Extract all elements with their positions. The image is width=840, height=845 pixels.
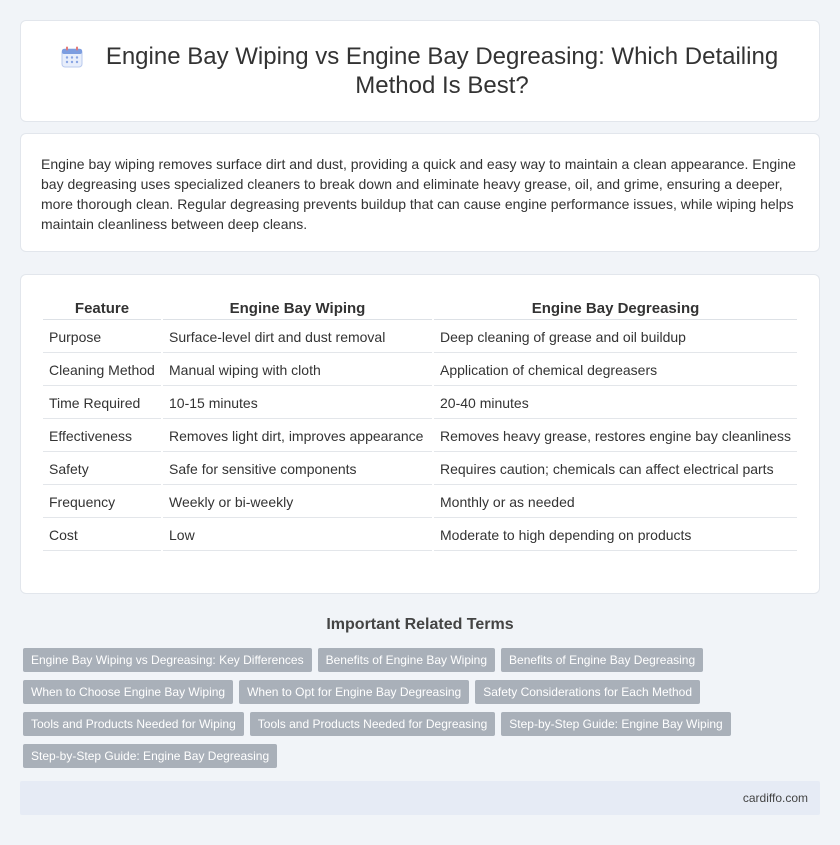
table-row (43, 355, 797, 386)
header-degreasing: Engine Bay Degreasing (434, 297, 797, 320)
related-terms-title: Important Related Terms (326, 616, 514, 633)
table-row (43, 421, 797, 452)
table-header-row (43, 297, 797, 320)
table-row (43, 520, 797, 551)
table-row (43, 487, 797, 518)
footer (20, 781, 820, 815)
title-card (20, 20, 820, 122)
row-wiping: Safe for sensitive components (163, 454, 432, 485)
row-wiping: Low (163, 520, 432, 551)
row-wiping: Removes light dirt, improves appearance (163, 421, 432, 452)
row-degreasing: Deep cleaning of grease and oil buildup (434, 322, 797, 353)
intro-card (20, 133, 820, 252)
header-feature: Feature (43, 297, 161, 320)
row-feature: Effectiveness (43, 421, 161, 452)
row-degreasing: Removes heavy grease, restores engine bay cleanliness (434, 421, 797, 452)
related-terms-list (20, 648, 820, 768)
table-row (43, 454, 797, 485)
comparison-table (41, 295, 799, 553)
row-degreasing: Application of chemical degreasers (434, 355, 797, 386)
intro-paragraph: Engine bay wiping removes surface dirt and dust, providing a quick and easy way to maintain a clean appearance. Engine bay degreasing uses specialized cleaners to break down and eliminate heavy grease, oil, and grime, ensuring a deeper, more thorough clean. Regular degreasing prevents buildup that can cause engine performance issues, while wiping helps maintain cleanliness between deep cleans. (41, 156, 796, 232)
related-term-tag[interactable]: Tools and Products Needed for Degreasing (250, 712, 495, 736)
row-feature: Time Required (43, 388, 161, 419)
row-feature: Frequency (43, 487, 161, 518)
row-wiping: 10-15 minutes (163, 388, 432, 419)
page-title: Engine Bay Wiping vs Engine Bay Degreasing: Which Detailing Method Is Best? (105, 43, 779, 99)
related-term-tag[interactable]: Benefits of Engine Bay Degreasing (501, 648, 703, 672)
related-term-tag[interactable]: Step-by-Step Guide: Engine Bay Degreasing (23, 744, 277, 768)
related-term-tag[interactable]: Step-by-Step Guide: Engine Bay Wiping (501, 712, 730, 736)
row-feature: Purpose (43, 322, 161, 353)
related-term-tag[interactable]: Tools and Products Needed for Wiping (23, 712, 244, 736)
related-term-tag[interactable]: When to Opt for Engine Bay Degreasing (239, 680, 469, 704)
related-term-tag[interactable]: Engine Bay Wiping vs Degreasing: Key Differences (23, 648, 312, 672)
row-wiping: Weekly or bi-weekly (163, 487, 432, 518)
table-row (43, 388, 797, 419)
related-term-tag[interactable]: When to Choose Engine Bay Wiping (23, 680, 233, 704)
related-term-tag[interactable]: Safety Considerations for Each Method (475, 680, 700, 704)
row-feature: Safety (43, 454, 161, 485)
comparison-card (20, 274, 820, 594)
title-row (61, 42, 779, 100)
related-term-tag[interactable]: Benefits of Engine Bay Wiping (318, 648, 495, 672)
row-wiping: Surface-level dirt and dust removal (163, 322, 432, 353)
table-row (43, 322, 797, 353)
calendar-icon (61, 46, 83, 68)
header-wiping: Engine Bay Wiping (163, 297, 432, 320)
row-degreasing: Monthly or as needed (434, 487, 797, 518)
row-degreasing: 20-40 minutes (434, 388, 797, 419)
row-wiping: Manual wiping with cloth (163, 355, 432, 386)
row-feature: Cleaning Method (43, 355, 161, 386)
row-degreasing: Requires caution; chemicals can affect electrical parts (434, 454, 797, 485)
row-degreasing: Moderate to high depending on products (434, 520, 797, 551)
footer-site-link[interactable]: cardiffo.com (742, 791, 808, 805)
row-feature: Cost (43, 520, 161, 551)
